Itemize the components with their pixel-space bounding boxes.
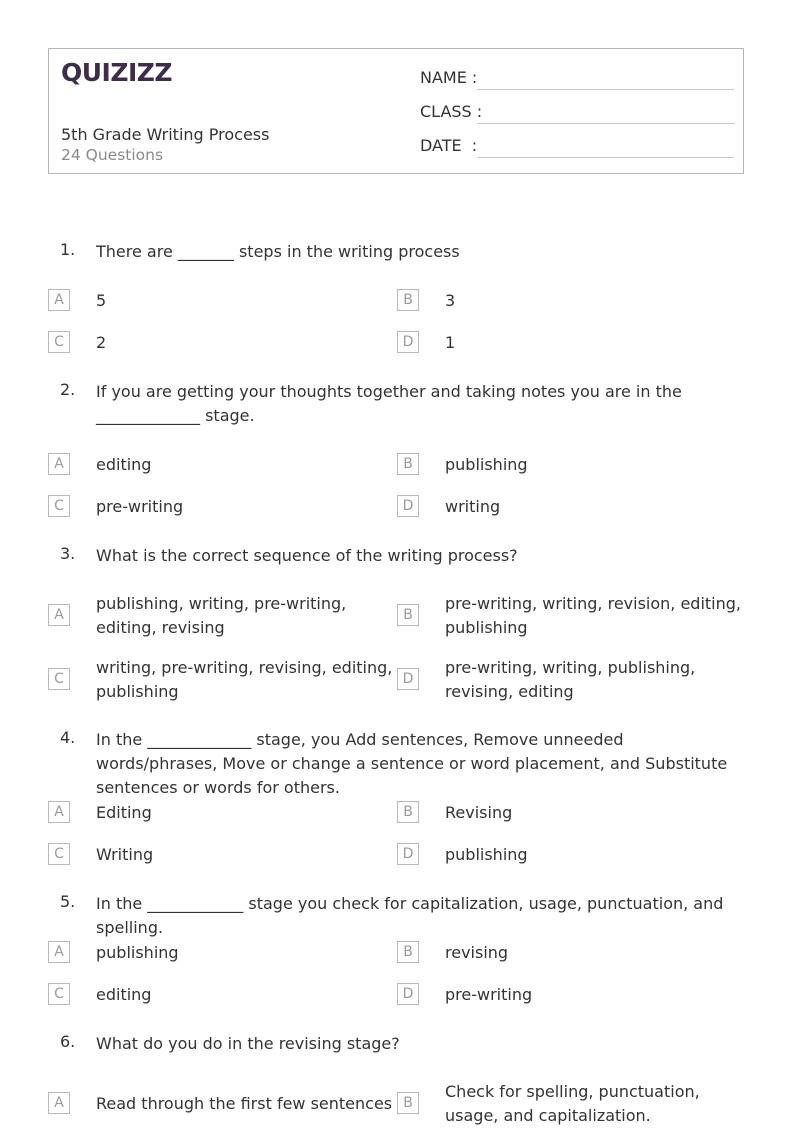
question-number: 5. [60,892,76,911]
class-label: CLASS : [420,102,483,121]
option-letter-box[interactable]: B [397,941,419,963]
class-field[interactable] [420,102,734,124]
date-field[interactable] [420,136,734,158]
worksheet-title: 5th Grade Writing Process [61,125,270,144]
option-text: publishing [445,455,528,474]
option-text: Revising [445,803,513,822]
question-number: 2. [60,380,76,399]
option-text: pre-writing, writing, publishing, revising, editing [445,658,696,701]
option-letter-box[interactable]: C [48,495,70,517]
option-text: writing [445,497,501,516]
class-line[interactable] [477,123,734,124]
worksheet-header [48,48,744,174]
option-text: publishing, writing, pre-writing, editing, revising [96,594,347,637]
option-text: Read through the first few sentences [96,1094,393,1113]
question-count: 24 Questions [61,146,164,164]
option-letter-box[interactable]: A [48,941,70,963]
option-letter-box[interactable]: A [48,604,70,626]
option-letter-box[interactable]: B [397,1092,419,1114]
question-text: There are _______ steps in the writing process [96,242,460,261]
option-letter-box[interactable]: C [48,843,70,865]
option-text: publishing [445,845,528,864]
option-text: 5 [96,291,107,310]
question-number: 4. [60,728,76,747]
question-text: In the _____________ stage, you Add sentences, Remove unneeded words/phrases, Move or change a sentence or word placement, and Substitute sentences or words for others. [96,730,728,797]
option-text: pre-writing [96,497,184,516]
date-line[interactable] [477,157,734,158]
option-letter-box[interactable]: C [48,331,70,353]
option-letter-box[interactable]: C [48,668,70,690]
option-text: Check for spelling, punctuation, usage, and capitalization. [445,1082,700,1125]
option-letter-box[interactable]: A [48,453,70,475]
option-letter-box[interactable]: D [397,668,419,690]
option-text: publishing [96,943,179,962]
option-text: 2 [96,333,107,352]
date-label: DATE : [420,136,478,155]
question-text: In the ____________ stage you check for capitalization, usage, punctuation, and spelling. [96,894,724,937]
option-text: writing, pre-writing, revising, editing, publishing [96,658,393,701]
question-number: 6. [60,1032,76,1051]
question-number: 3. [60,544,76,563]
option-letter-box[interactable]: A [48,289,70,311]
option-letter-box[interactable]: C [48,983,70,1005]
quizizz-logo: QUIZIZZ [61,58,173,87]
option-text: 1 [445,333,456,352]
question-text: If you are getting your thoughts together and taking notes you are in the _____________ stage. [96,382,682,425]
option-letter-box[interactable]: B [397,801,419,823]
option-letter-box[interactable]: B [397,289,419,311]
option-text: 3 [445,291,456,310]
option-letter-box[interactable]: B [397,604,419,626]
option-text: pre-writing [445,985,533,1004]
option-text: editing [96,985,152,1004]
question-text: What is the correct sequence of the writing process? [96,546,518,565]
option-letter-box[interactable]: D [397,983,419,1005]
option-text: Editing [96,803,152,822]
option-letter-box[interactable]: D [397,495,419,517]
option-text: revising [445,943,509,962]
option-letter-box[interactable]: A [48,1092,70,1114]
option-letter-box[interactable]: D [397,331,419,353]
name-label: NAME : [420,68,478,87]
option-letter-box[interactable]: D [397,843,419,865]
option-text: editing [96,455,152,474]
name-line[interactable] [477,89,734,90]
question-number: 1. [60,240,76,259]
question-text: What do you do in the revising stage? [96,1034,400,1053]
option-text: Writing [96,845,154,864]
option-text: pre-writing, writing, revision, editing, publishing [445,594,742,637]
name-field[interactable] [420,68,734,90]
option-letter-box[interactable]: B [397,453,419,475]
option-letter-box[interactable]: A [48,801,70,823]
